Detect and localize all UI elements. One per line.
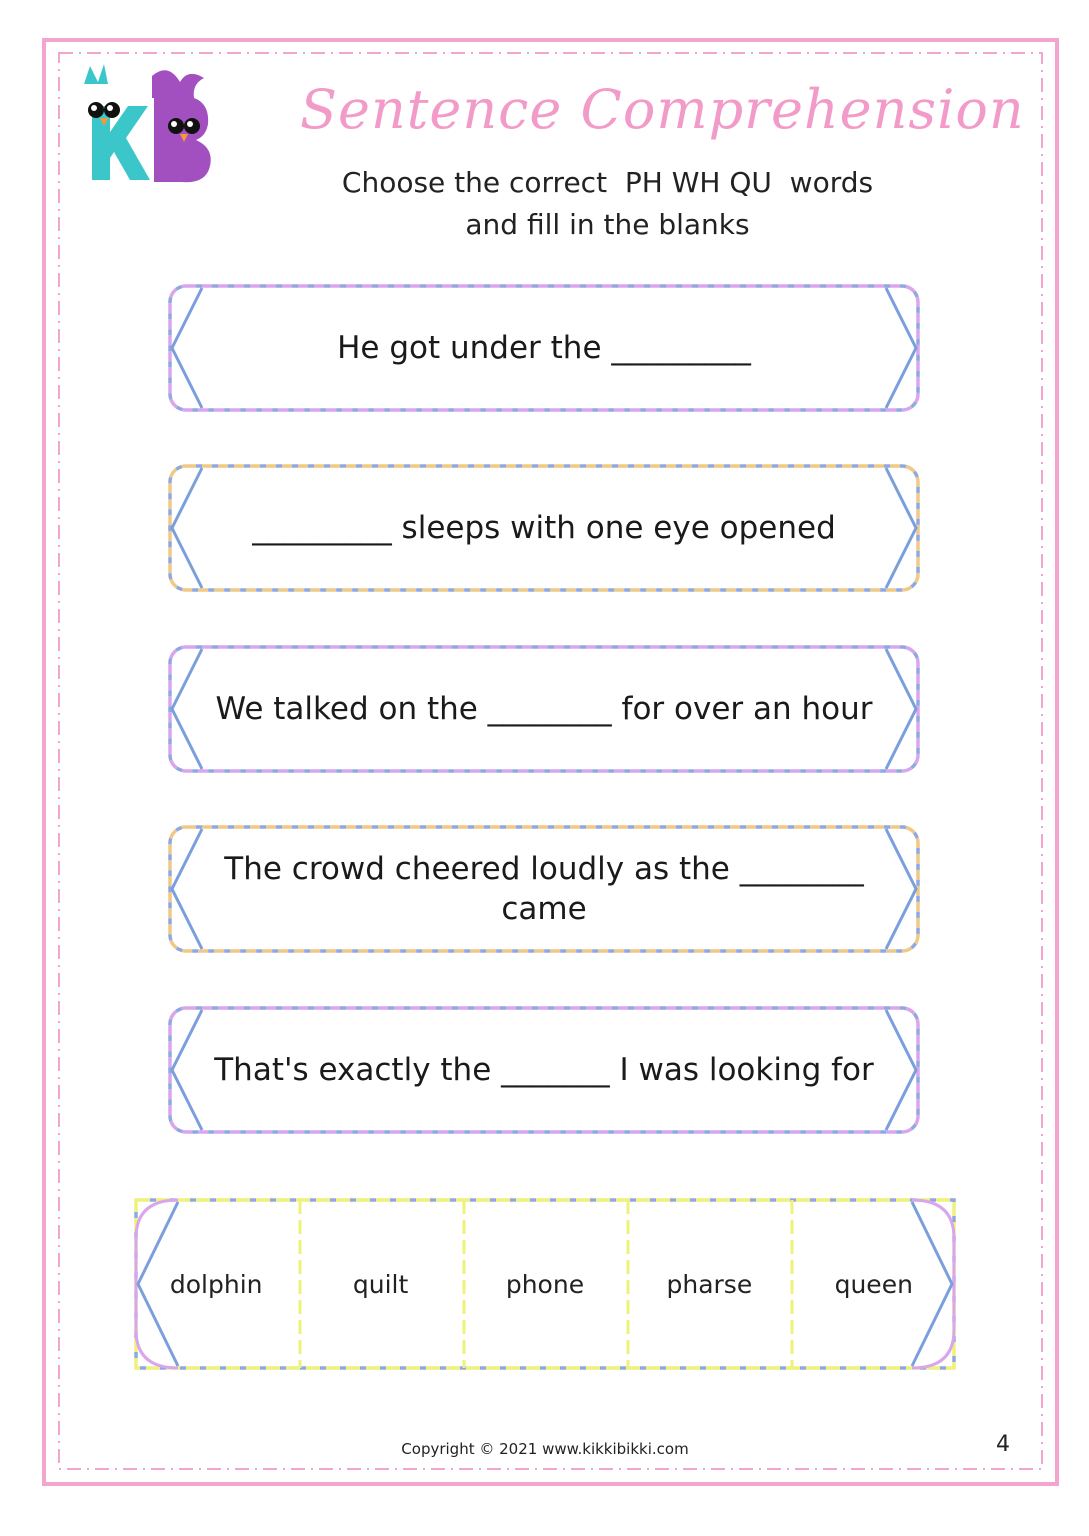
right-chevron-icon <box>886 829 916 949</box>
copyright-footer: Copyright © 2021 www.kikkibikki.com <box>401 1440 689 1458</box>
sentence-card-5 <box>168 1006 920 1134</box>
sentence-text: That's exactly the _______ I was looking for <box>214 1052 874 1088</box>
sentence-card-2 <box>168 464 920 592</box>
right-chevron-icon <box>886 288 916 408</box>
sentence-text: We talked on the ________ for over an hour <box>215 691 873 727</box>
sentence-card-4 <box>168 825 920 953</box>
page-number: 4 <box>996 1432 1010 1457</box>
word-bank <box>134 1198 956 1370</box>
instructions-line-1: Choose the correct PH WH QU words <box>341 166 874 199</box>
word-option-phone: phone <box>505 1269 585 1299</box>
instructions-line-2: and fill in the blanks <box>465 208 750 241</box>
sentence-text: He got under the _________ <box>337 330 751 366</box>
sentence-card-1 <box>168 284 920 412</box>
left-chevron-icon <box>172 829 202 949</box>
right-chevron-icon <box>886 468 916 588</box>
word-option-queen: queen <box>834 1269 913 1299</box>
right-chevron-icon <box>886 649 916 769</box>
word-option-pharse: pharse <box>666 1269 753 1299</box>
kikkibikki-logo <box>72 62 222 187</box>
sentence-card-3 <box>168 645 920 773</box>
page-title: Sentence Comprehension <box>300 78 1025 141</box>
right-chevron-icon <box>886 1010 916 1130</box>
word-option-dolphin: dolphin <box>169 1269 263 1299</box>
sentence-text: _________ sleeps with one eye opened <box>252 510 836 546</box>
instructions <box>300 162 915 246</box>
sentence-text: The crowd cheered loudly as the ________ came <box>224 851 864 927</box>
word-option-quilt: quilt <box>352 1269 409 1299</box>
